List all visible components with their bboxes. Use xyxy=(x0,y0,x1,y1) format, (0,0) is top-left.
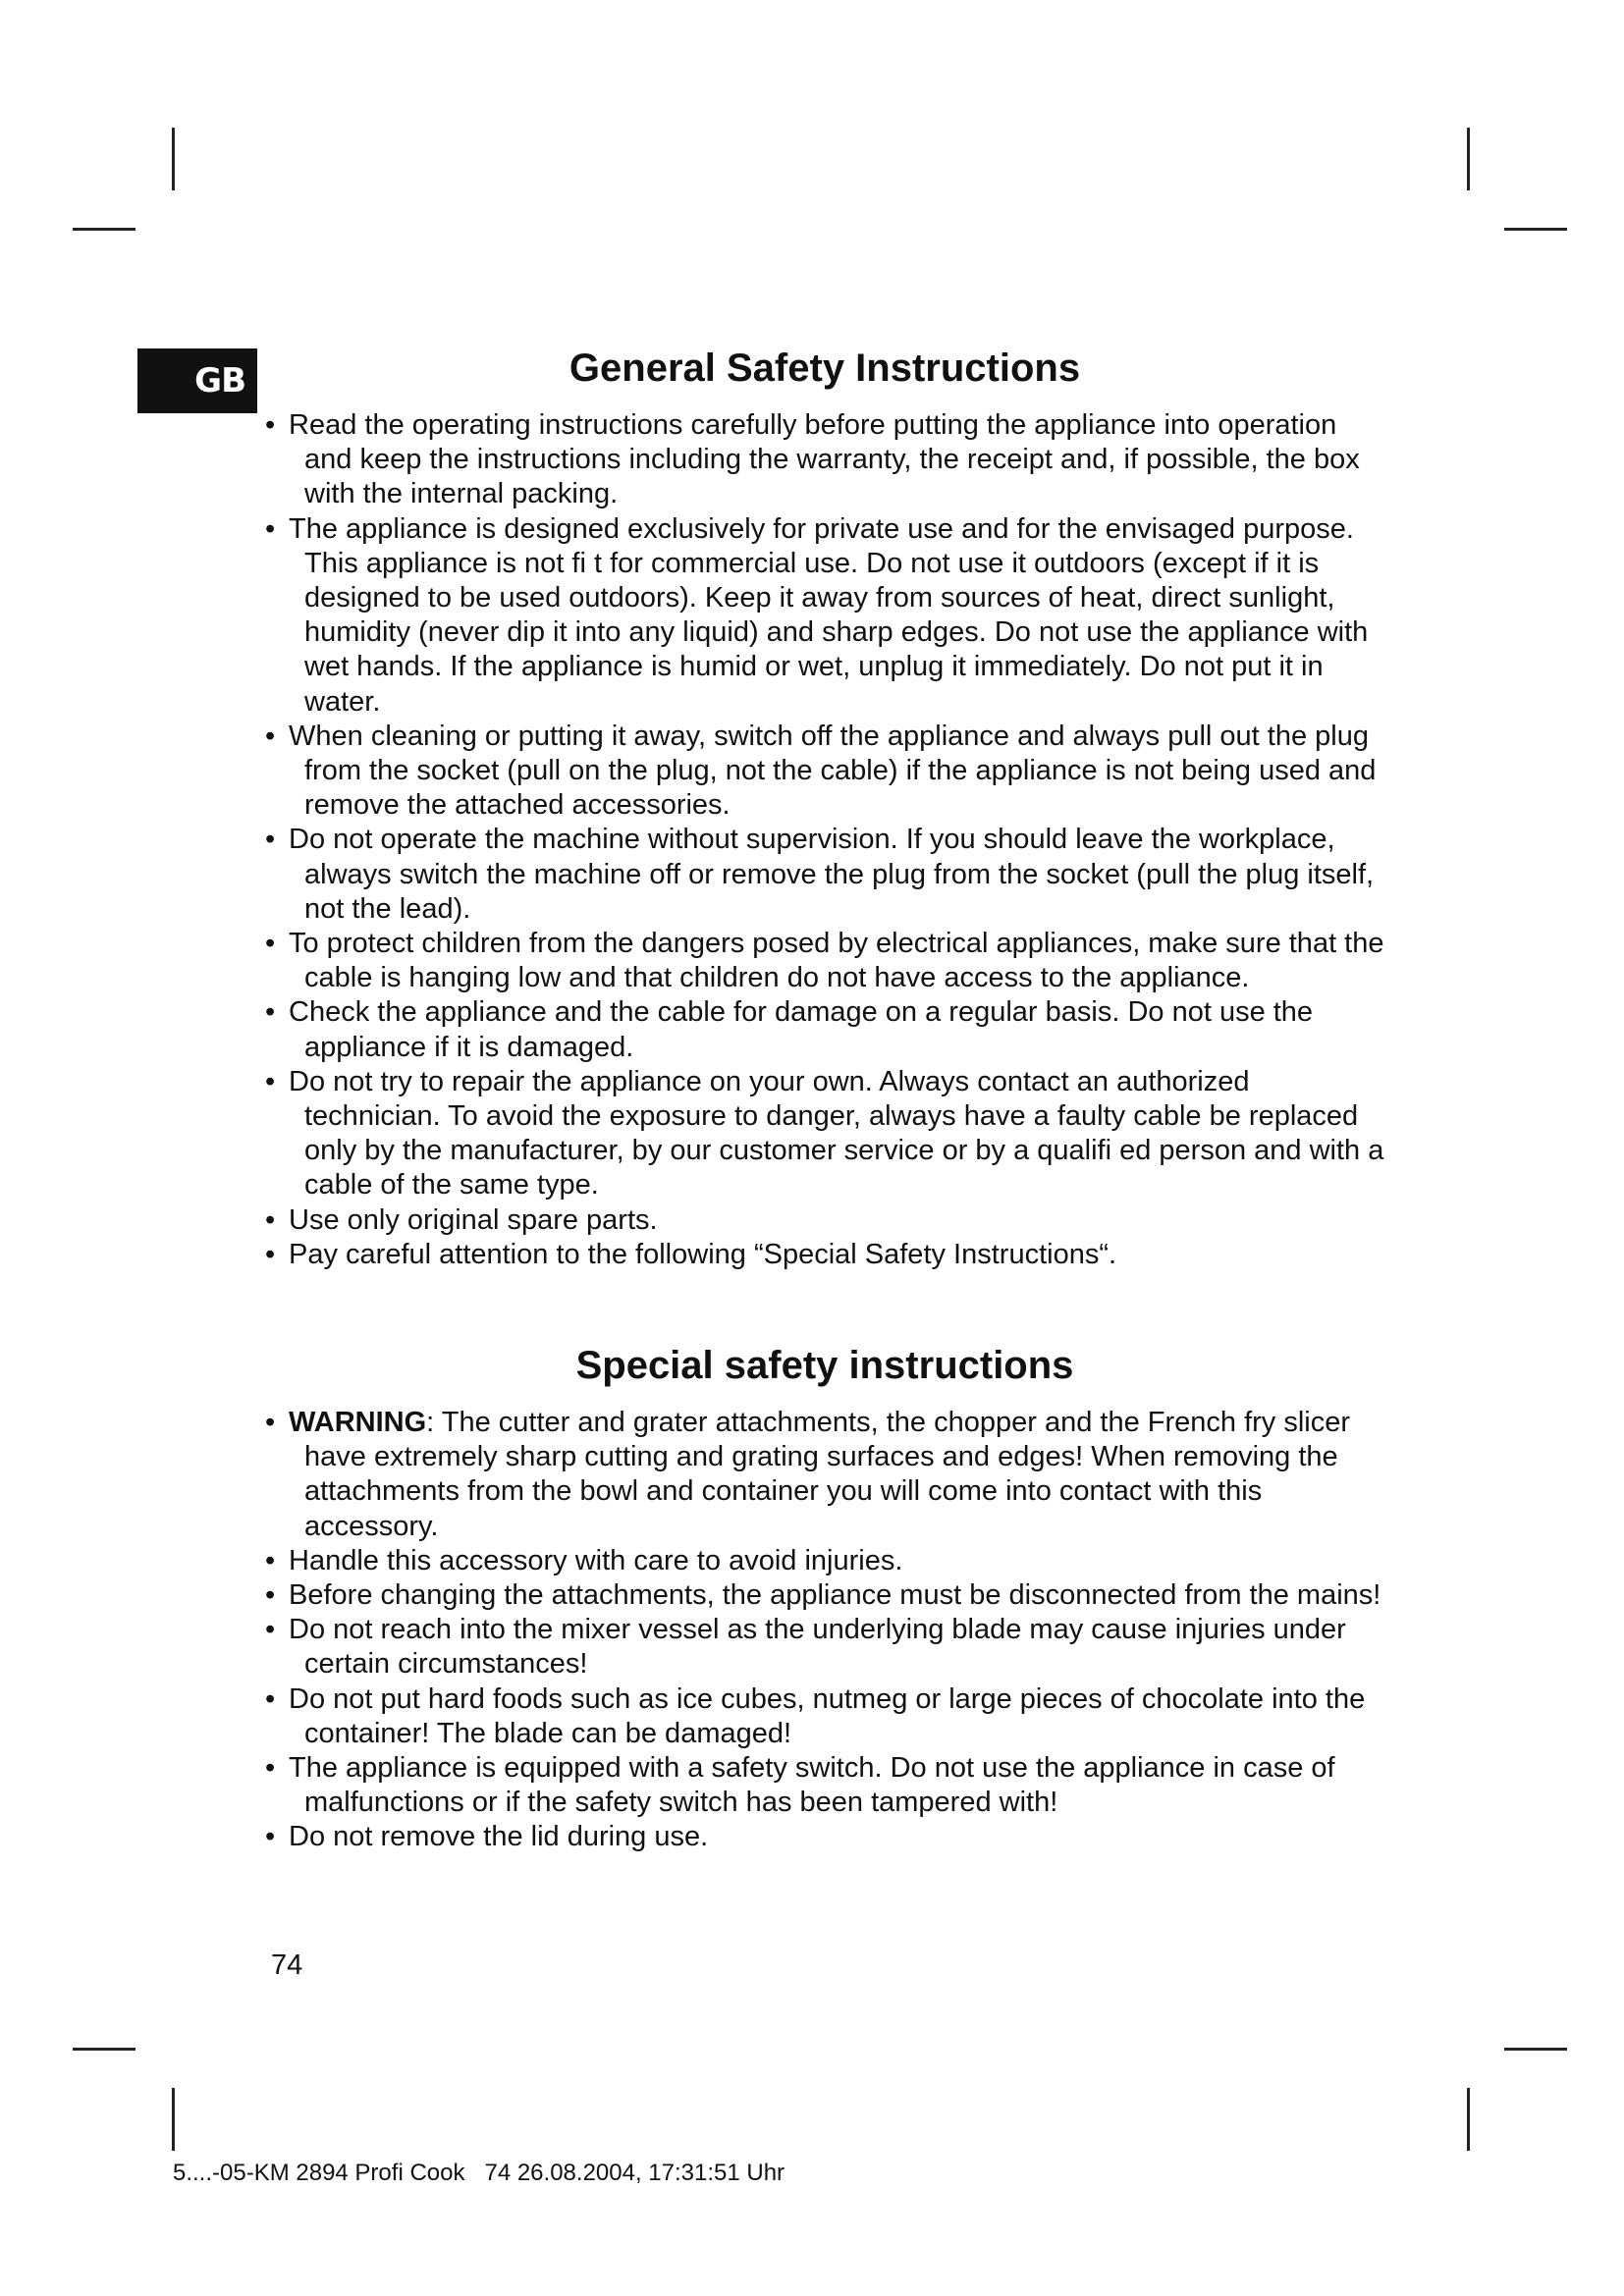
print-slug: 5....-05-KM 2894 Profi Cook 74 26.08.2004, 17:31:51 Uhr xyxy=(173,2160,785,2186)
list-item: • The appliance is equipped with a safety switch. Do not use the appliance in case of malfunctions or if the safety switch has been tampered with! xyxy=(265,1751,1384,1820)
list-item: • Use only original spare parts. xyxy=(265,1203,1384,1238)
crop-mark-top-left-horizontal xyxy=(73,228,135,231)
crop-mark-bottom-left-vertical xyxy=(172,2088,175,2151)
warning-text: : The cutter and grater attachments, the chopper and the French fry slicer have extremely sharp cutting and grating surfaces and edges! When removing the attachments from the bowl and container you will come into contact with this accessory. xyxy=(304,1407,1351,1542)
list-item: • Pay careful attention to the following “Special Safety Instructions“. xyxy=(265,1238,1384,1272)
list-item: • Read the operating instructions carefully before putting the appliance into operation and keep the instructions including the warranty, the receipt and, if possible, the box with the internal packing. xyxy=(265,408,1384,512)
list-item: • Do not put hard foods such as ice cubes, nutmeg or large pieces of chocolate into the container! The blade can be damaged! xyxy=(265,1682,1384,1751)
general-safety-list xyxy=(265,408,1384,1272)
list-item: • To protect children from the dangers posed by electrical appliances, make sure that the cable is hanging low and that children do not have access to the appliance. xyxy=(265,927,1384,995)
language-tab: GB xyxy=(137,348,257,413)
warning-label: WARNING xyxy=(289,1407,427,1438)
list-item: • Do not try to repair the appliance on your own. Always contact an authorized technician. To avoid the exposure to danger, always have a faulty cable be replaced only by the manufacturer, by our customer service or by a qualifi ed person and with a cable of the same type. xyxy=(265,1065,1384,1203)
list-item: • Do not remove the lid during use. xyxy=(265,1820,1384,1854)
list-item: • The appliance is designed exclusively for private use and for the envisaged purpose. This appliance is not fi t for commercial use. Do not use it outdoors (except if it is designed to be used outdoors). Keep it away from sources of heat, direct sunlight, humidity (never dip it into any liquid) and sharp edges. Do not use the appliance with wet hands. If the appliance is humid or wet, unplug it immediately. Do not put it in water. xyxy=(265,512,1384,720)
crop-mark-bottom-right-horizontal xyxy=(1504,2048,1567,2051)
crop-mark-top-right-vertical xyxy=(1467,128,1470,190)
special-safety-list xyxy=(265,1406,1384,1855)
crop-mark-bottom-left-horizontal xyxy=(73,2048,135,2051)
general-safety-heading: General Safety Instructions xyxy=(568,347,1081,390)
crop-mark-top-right-horizontal xyxy=(1504,228,1567,231)
crop-mark-top-left-vertical xyxy=(172,128,175,190)
page-number: 74 xyxy=(271,1949,303,1981)
warning-item xyxy=(265,1406,1384,1544)
list-item: • Do not operate the machine without supervision. If you should leave the workplace, always switch the machine off or remove the plug from the socket (pull the plug itself, not the lead). xyxy=(265,823,1384,927)
special-safety-heading: Special safety instructions xyxy=(575,1344,1074,1387)
list-item: • Handle this accessory with care to avoid injuries. xyxy=(265,1544,1384,1578)
list-item: • Do not reach into the mixer vessel as the underlying blade may cause injuries under certain circumstances! xyxy=(265,1613,1384,1682)
list-item: • When cleaning or putting it away, switch off the appliance and always pull out the plug from the socket (pull on the plug, not the cable) if the appliance is not being used and remove the attached accessories. xyxy=(265,720,1384,824)
list-item: • Before changing the attachments, the appliance must be disconnected from the mains! xyxy=(265,1578,1384,1613)
crop-mark-bottom-right-vertical xyxy=(1467,2088,1470,2151)
list-item: • Check the appliance and the cable for damage on a regular basis. Do not use the appliance if it is damaged. xyxy=(265,995,1384,1064)
